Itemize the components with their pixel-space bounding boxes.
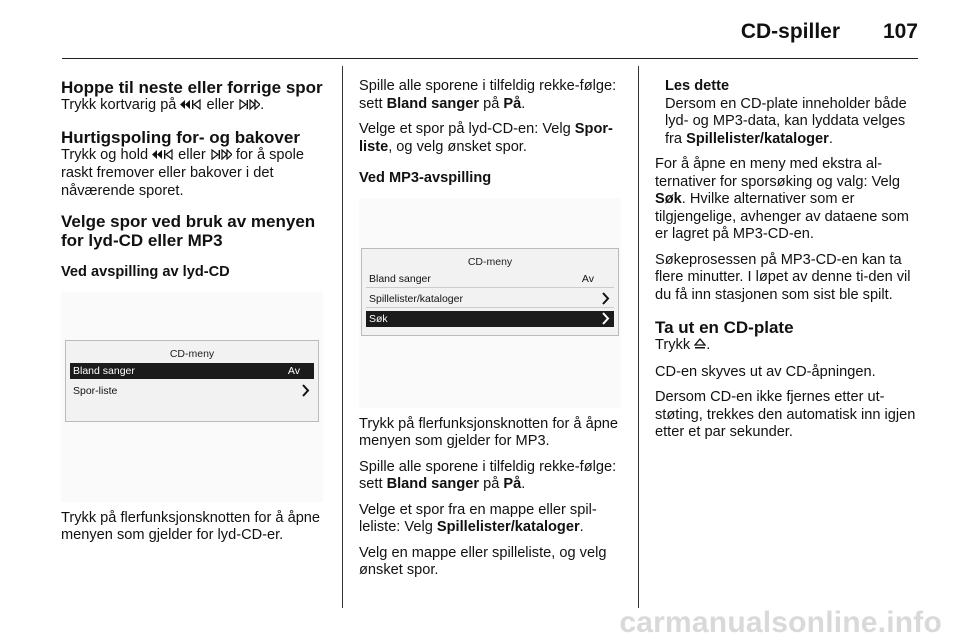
audio-menu-paragraph: Trykk på flerfunksjonsknotten for å åpne menyen som gjelder for lyd-CD-er. [61, 509, 321, 543]
note-title: Les dette [665, 78, 730, 94]
page-header [62, 18, 918, 59]
chevron-right-icon [602, 312, 610, 330]
menu-item-shuffle[interactable]: Bland sanger Av [70, 363, 314, 379]
cd-menu-panel [65, 340, 319, 422]
heading-mp3: Ved MP3-avspilling [359, 170, 492, 186]
heading-select: Velge spor ved bruk av menyen for lyd-CD eller MP3 [61, 212, 316, 250]
chevron-right-icon [302, 384, 310, 402]
heading-eject: Ta ut en CD-plate [655, 318, 794, 337]
search-time-paragraph: Søkeprosessen på MP3-CD-en kan ta flere minutter. I løpet av denne ti-den vil du få inn stasjonen som sist ble spilt. [655, 251, 911, 303]
cd-menu-title: CD-meny [169, 347, 215, 360]
search-paragraph: For å åpne en meny med ekstra al-ternativer for sporsøking og valg: Velg Søk. Hvilke alternativer som er tilgjengelige, avhenger av dataene som er lagret på MP3-CD-en. [655, 156, 909, 242]
cd-menu-mp3-screen [359, 198, 621, 408]
menu-item-track-list[interactable]: Spor-liste [70, 383, 314, 399]
seek-forward-icon [210, 148, 232, 166]
chevron-right-icon [602, 292, 610, 310]
seek-back-icon [152, 148, 174, 166]
note-text: Dersom en CD-plate inneholder både lyd- og MP3-data, kan lyddata velges fra Spillelister/kataloger. [665, 95, 907, 147]
menu-item-shuffle[interactable]: Bland sanger Av [366, 271, 614, 288]
menu-item-playlists[interactable]: Spillelister/kataloger [366, 291, 614, 308]
reload-paragraph: Dersom CD-en ikke fjernes etter ut-støting, trekkes den automatisk inn igjen etter et par sekunder. [655, 389, 916, 440]
folder-select-paragraph: Velg en mappe eller spilleliste, og velg ønsket spor. [359, 544, 607, 578]
menu-item-search[interactable]: Søk [366, 311, 614, 327]
seek-back-icon [180, 98, 202, 116]
eject-icon [694, 338, 706, 356]
chapter-title: CD-spiller [740, 20, 840, 43]
column-1 [61, 78, 329, 545]
column-3 [655, 78, 923, 442]
column-divider [342, 66, 343, 608]
heading-fast: Hurtigspoling for- og bakover [61, 127, 300, 147]
seek-forward-icon [238, 98, 260, 116]
mp3-menu-paragraph: Trykk på flerfunksjonsknotten for å åpne menyen som gjelder for MP3. [359, 415, 619, 449]
eject-paragraph: Trykk . [655, 337, 923, 356]
watermark: carmanualsonline.info [619, 606, 942, 639]
column-divider [638, 66, 639, 608]
heading-skip: Hoppe til neste eller forrige spor [61, 78, 323, 97]
heading-audio-cd: Ved avspilling av lyd-CD [61, 264, 230, 280]
folder-paragraph: Velge et spor fra en mappe eller spil-leliste: Velg Spillelister/kataloger. [359, 501, 597, 535]
skip-paragraph: Trykk kortvarig på eller . [61, 97, 329, 116]
eject-result-paragraph: CD-en skyves ut av CD-åpningen. [655, 363, 876, 380]
shuffle2-paragraph: Spille alle sporene i tilfeldig rekke-følge: sett Bland sanger på På. [359, 458, 617, 492]
column-2 [359, 78, 624, 580]
track-paragraph: Velge et spor på lyd-CD-en: Velg Spor-liste, og velg ønsket spor. [359, 121, 613, 155]
shuffle-paragraph: Spille alle sporene i tilfeldig rekke-følge: sett Bland sanger på På. [359, 78, 617, 112]
note-box [655, 78, 923, 148]
cd-menu-mp3-title: CD-meny [467, 255, 513, 268]
fast-paragraph: Trykk og hold eller for å spole raskt fremover eller bakover i det nåværende sporet. [61, 146, 305, 199]
page-number: 107 [882, 20, 918, 43]
cd-menu-mp3-panel [361, 248, 619, 336]
cd-menu-screen [61, 292, 323, 502]
